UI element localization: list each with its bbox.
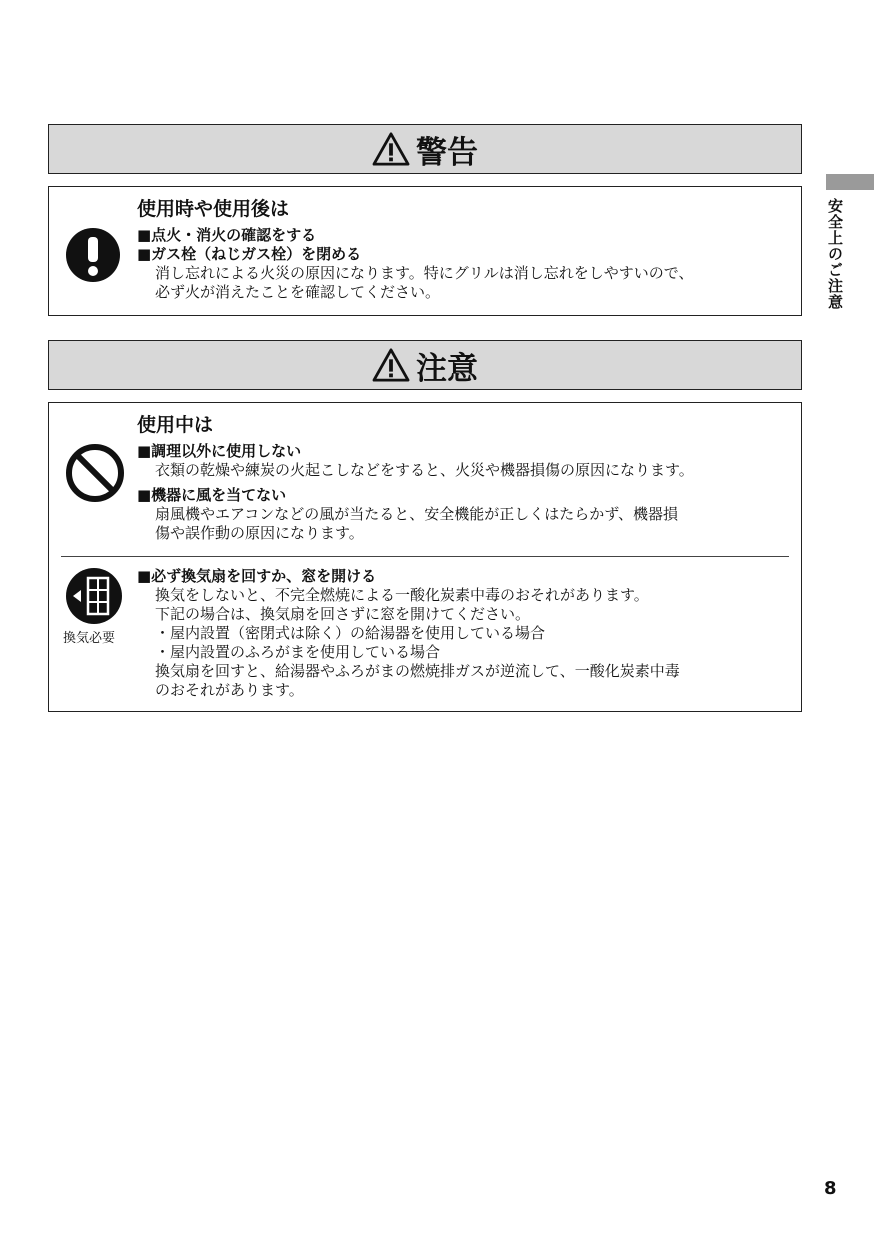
warning-panel <box>48 186 802 316</box>
warning-title: 警告 <box>416 134 478 171</box>
caution-body-line: 衣類の乾燥や練炭の火起こしなどをすると、火災や機器損傷の原因になります。 <box>155 461 694 479</box>
caution-body-line: 換気をしないと、不完全燃焼による一酸化炭素中毒のおそれがあります。 <box>155 586 649 604</box>
caution-bullet: ■必ず換気扇を回すか、窓を開ける <box>137 567 377 585</box>
ventilation-icon <box>65 567 123 629</box>
caution-body-line: ・屋内設置（密閉式は除く）の給湯器を使用している場合 <box>155 624 546 642</box>
caution-body-line: 傷や誤作動の原因になります。 <box>155 524 364 542</box>
caution-bullet: ■調理以外に使用しない <box>137 442 302 460</box>
warning-body-line: 必ず火が消えたことを確認してください。 <box>155 283 441 301</box>
warning-triangle-icon <box>372 348 410 382</box>
caution-heading: 使用中は <box>137 414 214 436</box>
warning-triangle-icon <box>372 132 410 166</box>
section-divider <box>61 556 789 557</box>
warning-banner <box>48 124 802 174</box>
caution-bullet: ■機器に風を当てない <box>137 486 287 504</box>
warning-body-line: 消し忘れによる火災の原因になります。特にグリルは消し忘れをしやすいので、 <box>155 264 694 282</box>
exclamation-circle-icon <box>65 227 121 287</box>
caution-banner <box>48 340 802 390</box>
prohibition-icon <box>65 443 125 507</box>
section-side-label: 安全上のご注意 <box>826 198 844 310</box>
caution-body-line: ・屋内設置のふろがまを使用している場合 <box>155 643 441 661</box>
page-number: 8 <box>824 1178 837 1199</box>
caution-title: 注意 <box>416 350 478 387</box>
caution-body-line: のおそれがあります。 <box>155 681 304 699</box>
warning-bullet: ■点火・消火の確認をする <box>137 226 317 244</box>
warning-bullet: ■ガス栓（ねじガス栓）を閉める <box>137 245 362 263</box>
caution-body-line: 扇風機やエアコンなどの風が当たると、安全機能が正しくはたらかず、機器損 <box>155 505 679 523</box>
ventilation-label: 換気必要 <box>63 631 116 646</box>
caution-panel <box>48 402 802 712</box>
caution-body-line: 換気扇を回すと、給湯器やふろがまの燃焼排ガスが逆流して、一酸化炭素中毒 <box>155 662 680 680</box>
warning-heading: 使用時や使用後は <box>137 198 290 220</box>
caution-body-line: 下記の場合は、換気扇を回さずに窓を開けてください。 <box>155 605 531 623</box>
section-tab-marker <box>826 174 874 190</box>
